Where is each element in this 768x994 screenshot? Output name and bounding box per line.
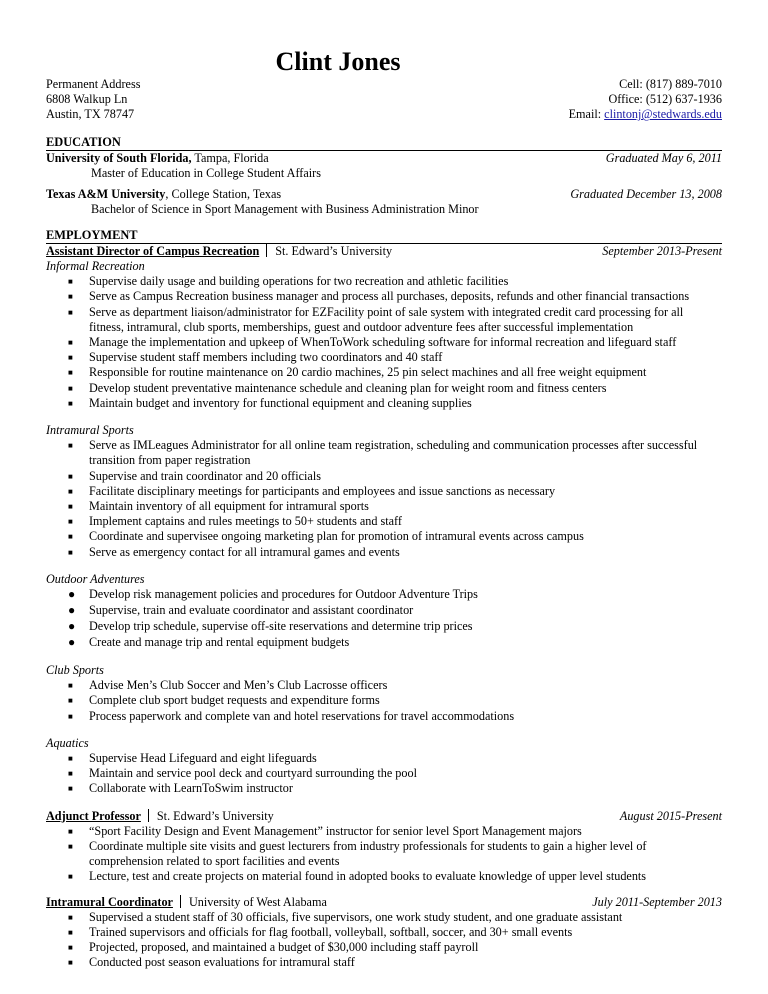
- list-item: [46, 381, 722, 396]
- list-item-text: Create and manage trip and rental equipment budgets: [89, 634, 350, 649]
- job-date: September 2013-Present: [602, 243, 722, 258]
- list-item-continuation: transition from paper registration: [89, 453, 251, 468]
- office-phone: Office: (512) 637-1936: [608, 92, 722, 107]
- subsection-label: Club Sports: [46, 662, 104, 677]
- list-item-text: Supervise, train and evaluate coordinator and assistant coordinator: [89, 602, 414, 617]
- list-item: [46, 484, 722, 499]
- square-bullet-icon: ■: [68, 826, 73, 836]
- list-item-text: Trained supervisors and officials for flag football, volleyball, softball, soccer, and 30+ small events: [89, 924, 573, 939]
- job-title: Intramural Coordinator: [46, 894, 173, 909]
- list-item-text: Supervise Head Lifeguard and eight lifeguards: [89, 750, 317, 765]
- square-bullet-icon: ■: [68, 912, 73, 922]
- list-item-text: Serve as emergency contact for all intramural games and events: [89, 544, 400, 559]
- list-item: [46, 678, 722, 693]
- square-bullet-icon: ■: [68, 927, 73, 937]
- cell-phone: Cell: (817) 889-7010: [619, 77, 722, 91]
- job-date: August 2015-Present: [619, 808, 722, 823]
- square-bullet-icon: ■: [68, 753, 73, 763]
- list-item: [46, 274, 722, 289]
- degree: Bachelor of Science in Sport Management with Business Administration Minor: [91, 202, 479, 217]
- list-item-text: Maintain budget and inventory for functional equipment and cleaning supplies: [89, 395, 472, 410]
- round-bullet-icon: ●: [68, 586, 76, 601]
- square-bullet-icon: ■: [68, 486, 73, 496]
- degree: Master of Education in College Student Affairs: [91, 165, 321, 180]
- list-item: [46, 469, 722, 484]
- square-bullet-icon: ■: [68, 769, 73, 779]
- list-item: [46, 335, 722, 350]
- round-bullet-icon: ●: [68, 634, 76, 649]
- education-item: [46, 151, 722, 166]
- list-item-continuation: comprehension related to sport facilities and events: [89, 854, 340, 869]
- job-header: [46, 895, 722, 910]
- square-bullet-icon: ■: [68, 307, 73, 317]
- separator: [180, 895, 181, 908]
- list-item-text: Serve as department liaison/administrator for EZFacility point of sale system with integrated credit card processing for all: [89, 304, 684, 319]
- address-label: Permanent Address: [46, 77, 141, 91]
- list-item-continuation: fitness, intramural, club sports, memberships, guest and outdoor adventure fees after successful implementation: [89, 319, 634, 334]
- list-item: [46, 365, 722, 380]
- list-item-text: Develop student preventative maintenance schedule and cleaning plan for weight room and fitness centers: [89, 380, 607, 395]
- list-item-text: Coordinate and supervisee ongoing marketing plan for promotion of intramural events across campus: [89, 529, 584, 544]
- list-item-text: Advise Men’s Club Soccer and Men’s Club Lacrosse officers: [89, 678, 388, 693]
- job-header: [46, 809, 722, 824]
- list-item: [46, 603, 722, 619]
- job-date: July 2011-September 2013: [592, 894, 722, 909]
- list-item-text: Projected, proposed, and maintained a budget of $30,000 including staff payroll: [89, 940, 479, 955]
- list-item: [46, 438, 722, 453]
- square-bullet-icon: ■: [68, 441, 73, 451]
- list-item-text: Collaborate with LearnToSwim instructor: [89, 781, 293, 796]
- square-bullet-icon: ■: [68, 368, 73, 378]
- square-bullet-icon: ■: [68, 292, 73, 302]
- header-row-2: [46, 92, 722, 107]
- square-bullet-icon: ■: [68, 696, 73, 706]
- list-item: [46, 940, 722, 955]
- list-item: [46, 751, 722, 766]
- address-city: Austin, TX 78747: [46, 107, 135, 122]
- list-item-text: Supervise and train coordinator and 20 officials: [89, 468, 321, 483]
- job-org: University of West Alabama: [188, 894, 327, 909]
- list-item: [46, 499, 722, 514]
- list-item: [46, 545, 722, 560]
- list-item: [46, 766, 722, 781]
- square-bullet-icon: ■: [68, 398, 73, 408]
- square-bullet-icon: ■: [68, 337, 73, 347]
- list-item: [46, 781, 722, 796]
- list-item-text: Complete club sport budget requests and expenditure forms: [89, 693, 380, 708]
- education-item: [46, 187, 722, 202]
- square-bullet-icon: ■: [68, 784, 73, 794]
- header-row-3: [46, 107, 722, 122]
- list-item-text: Supervise daily usage and building operations for two recreation and athletic facilities: [89, 274, 509, 289]
- list-item: [46, 869, 722, 884]
- list-item-text: Lecture, test and create projects on material found in adopted books to evaluate knowledge of upper level students: [89, 869, 647, 884]
- square-bullet-icon: ■: [68, 353, 73, 363]
- education-heading: EDUCATION: [46, 135, 722, 151]
- list-item: [46, 824, 722, 839]
- list-item-text: Maintain and service pool deck and courtyard surrounding the pool: [89, 766, 417, 781]
- list-item: [46, 910, 722, 925]
- email-label: Email:: [568, 107, 605, 122]
- list-item: [46, 587, 722, 603]
- square-bullet-icon: ■: [68, 383, 73, 393]
- list-item-text: Coordinate multiple site visits and guest lecturers from industry professionals for students to gain a higher level of: [89, 838, 647, 853]
- graduation-date: Graduated May 6, 2011: [605, 150, 722, 165]
- job-header: [46, 244, 722, 259]
- list-item-text: Serve as Campus Recreation business manager and process all purchases, deposits, refunds and other financial transactions: [89, 289, 690, 304]
- email-line: [569, 107, 722, 122]
- list-item: [46, 693, 722, 708]
- square-bullet-icon: ■: [68, 517, 73, 527]
- square-bullet-icon: ■: [68, 471, 73, 481]
- list-item: [46, 839, 722, 854]
- list-item: [46, 396, 722, 411]
- list-item-text: Implement captains and rules meetings to 50+ students and staff: [89, 514, 402, 529]
- school-name: Texas A&M University: [46, 187, 166, 202]
- list-item: [46, 709, 722, 724]
- employment-heading: EMPLOYMENT: [46, 228, 722, 244]
- graduation-date: Graduated December 13, 2008: [570, 187, 722, 202]
- subsection-label: Outdoor Adventures: [46, 571, 145, 586]
- list-item-text: Develop trip schedule, supervise off-site reservations and determine trip prices: [89, 618, 473, 633]
- school-location: Tampa, Florida: [191, 150, 269, 165]
- resume-body: [46, 77, 722, 971]
- list-item-text: Serve as IMLeagues Administrator for all online team registration, scheduling and communication processes after successful: [89, 438, 698, 453]
- address-street: 6808 Walkup Ln: [46, 92, 128, 107]
- subsection-label: Intramural Sports: [46, 422, 134, 437]
- list-item-text: “Sport Facility Design and Event Management” instructor for senior level Sport Management majors: [89, 823, 582, 838]
- subsection-label: Informal Recreation: [46, 258, 145, 273]
- list-item-text: Facilitate disciplinary meetings for participants and employees and issue sanctions as necessary: [89, 483, 556, 498]
- list-item: [46, 289, 722, 304]
- square-bullet-icon: ■: [68, 501, 73, 511]
- square-bullet-icon: ■: [68, 841, 73, 851]
- list-item-text: Supervised a student staff of 30 officials, five supervisors, one work study student, and one graduate assistant: [89, 909, 623, 924]
- job-title: Adjunct Professor: [46, 808, 141, 823]
- square-bullet-icon: ■: [68, 277, 73, 287]
- square-bullet-icon: ■: [68, 943, 73, 953]
- square-bullet-icon: ■: [68, 711, 73, 721]
- email-link[interactable]: clintonj@stedwards.edu: [604, 107, 722, 122]
- list-item: [46, 925, 722, 940]
- list-item: [46, 529, 722, 544]
- list-item-text: Process paperwork and complete van and hotel reservations for travel accommodations: [89, 708, 515, 723]
- job-org: St. Edward’s University: [275, 243, 393, 258]
- round-bullet-icon: ●: [68, 602, 76, 617]
- square-bullet-icon: ■: [68, 958, 73, 968]
- list-item-text: Supervise student staff members including two coordinators and 40 staff: [89, 350, 443, 365]
- separator: [266, 244, 267, 257]
- list-item: [46, 635, 722, 651]
- separator: [148, 809, 149, 822]
- job-title: Assistant Director of Campus Recreation: [46, 243, 260, 258]
- square-bullet-icon: ■: [68, 547, 73, 557]
- list-item: [46, 305, 722, 320]
- list-item-text: Conducted post season evaluations for intramural staff: [89, 955, 355, 970]
- round-bullet-icon: ●: [68, 618, 76, 633]
- header-row-1: [46, 77, 722, 92]
- list-item: [46, 514, 722, 529]
- square-bullet-icon: ■: [68, 532, 73, 542]
- list-item-text: Manage the implementation and upkeep of WhenToWork scheduling software for informal recreation and lifeguard staff: [89, 334, 677, 349]
- school-location: , College Station, Texas: [165, 187, 282, 202]
- list-item: [46, 619, 722, 635]
- job-org: St. Edward’s University: [156, 808, 274, 823]
- list-item: [46, 955, 722, 970]
- school-name: University of South Florida,: [46, 150, 192, 165]
- list-item-text: Responsible for routine maintenance on 20 cardio machines, 25 pin select machines and all free weight equipment: [89, 365, 647, 380]
- candidate-name: Clint Jones: [275, 47, 401, 76]
- list-item-text: Maintain inventory of all equipment for intramural sports: [89, 498, 369, 513]
- list-item-text: Develop risk management policies and procedures for Outdoor Adventure Trips: [89, 586, 478, 601]
- list-item: [46, 350, 722, 365]
- subsection-label: Aquatics: [46, 735, 89, 750]
- square-bullet-icon: ■: [68, 681, 73, 691]
- square-bullet-icon: ■: [68, 872, 73, 882]
